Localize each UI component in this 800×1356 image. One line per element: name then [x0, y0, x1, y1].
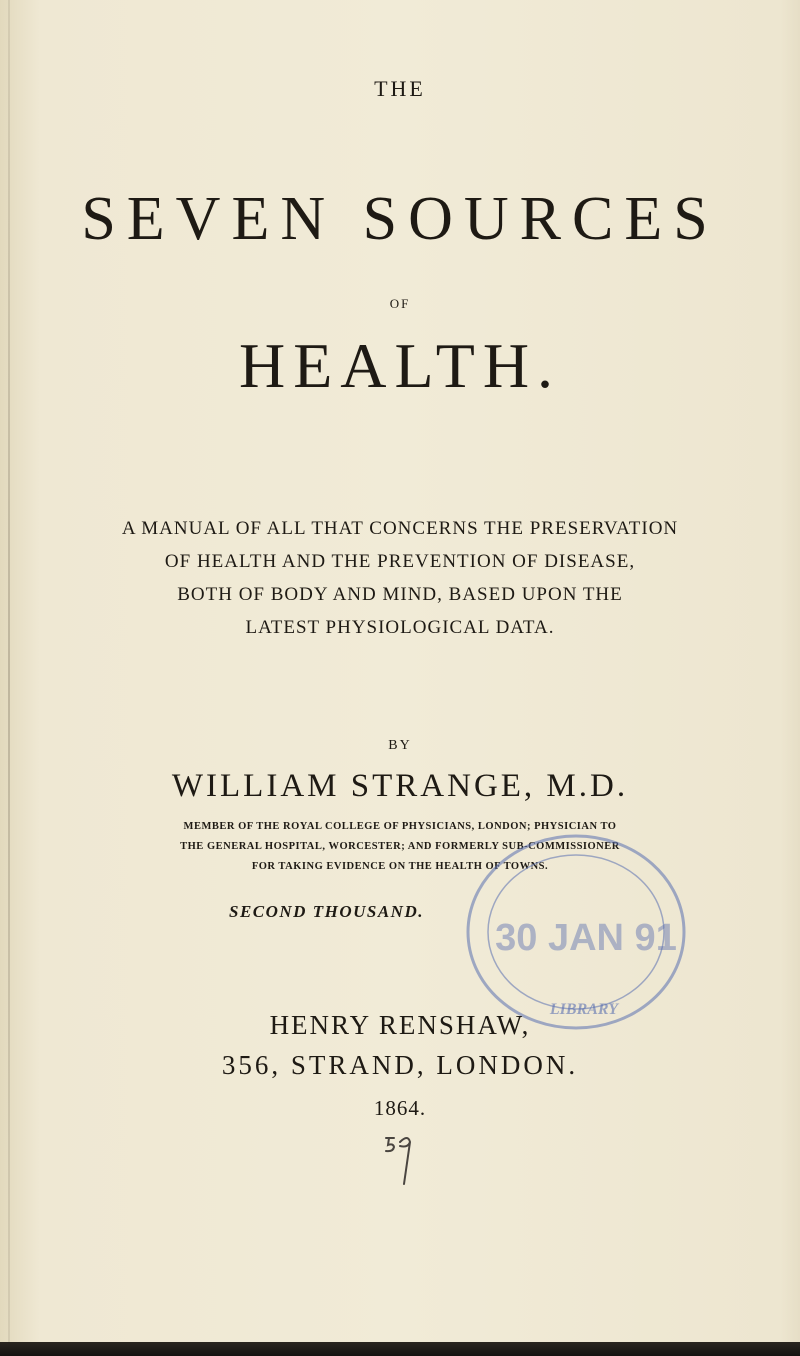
stamp-lower-text: LIBRARY	[549, 1001, 619, 1018]
credentials-line: FOR TAKING EVIDENCE ON THE HEALTH OF TOWNS.	[251, 861, 549, 872]
pencil-shelfmark	[380, 1128, 420, 1188]
by-line: BY	[388, 738, 412, 753]
pre-title: THE	[374, 76, 426, 101]
credentials-line: MEMBER OF THE ROYAL COLLEGE OF PHYSICIANS, LONDON; PHYSICIAN TO	[183, 821, 617, 832]
edition-note: SECOND THOUSAND.	[229, 902, 424, 921]
description-line: OF HEALTH AND THE PREVENTION OF DISEASE,	[164, 551, 636, 572]
main-title: SEVEN SOURCES	[81, 185, 719, 253]
page-bottom-edge	[0, 1342, 800, 1356]
author-name: WILLIAM STRANGE, M.D.	[171, 768, 629, 804]
description	[0, 512, 800, 644]
description-line: BOTH OF BODY AND MIND, BASED UPON THE	[177, 584, 623, 605]
description-line: LATEST PHYSIOLOGICAL DATA.	[245, 617, 555, 638]
sub-title: HEALTH.	[238, 330, 562, 401]
publication-year: 1864.	[373, 1096, 427, 1120]
title-connector: OF	[389, 296, 411, 311]
description-line: A MANUAL OF ALL THAT CONCERNS THE PRESERVATION	[121, 518, 679, 539]
library-stamp	[458, 830, 688, 1040]
publisher-address: 356, STRAND, LONDON.	[221, 1050, 579, 1080]
credentials-line: THE GENERAL HOSPITAL, WORCESTER; AND FORMERLY SUB-COMMISSIONER	[180, 841, 620, 852]
publisher: HENRY RENSHAW,	[269, 1010, 531, 1040]
stamp-date: 30 JAN 91	[495, 917, 677, 959]
